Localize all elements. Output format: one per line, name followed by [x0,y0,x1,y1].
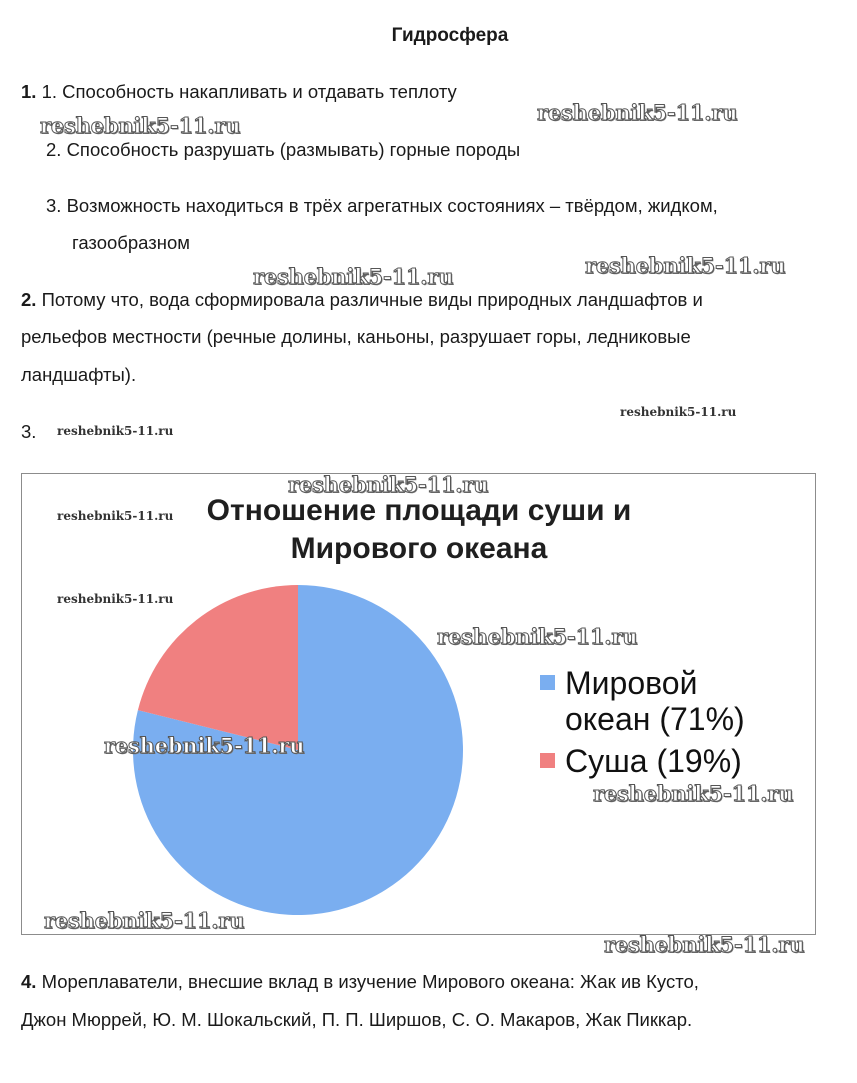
q2-text-3: ландшафты). [21,364,137,385]
q1-item-2: 2. Способность разрушать (размывать) горные породы [46,139,521,160]
q1-number: 1. [21,81,37,102]
q4-text-2: Джон Мюррей, Ю. М. Шокальский, П. П. Ширшов, С. О. Макаров, Жак Пиккар. [21,1009,693,1030]
watermark: reshebnik5-11.ru [585,253,786,278]
chart-title-line-2: Мирового океана [290,532,548,565]
q4-line-1 [21,970,699,994]
watermark: reshebnik5-11.ru [604,932,805,957]
legend-label-ocean-line-2: океан (71%) [565,701,745,737]
watermark: reshebnik5-11.ru [44,908,245,933]
q4-text-1: Мореплаватели, внесшие вклад в изучение Мирового океана: Жак ив Кусто, [41,971,699,992]
legend-swatch-land [540,753,555,768]
watermark: reshebnik5-11.ru [40,113,241,138]
q2-text-1: Потому что, вода сформировала различные виды природных ландшафтов и [41,289,703,310]
watermark: reshebnik5-11.ru [104,733,305,758]
q1-item-3: 3. Возможность находиться в трёх агрегатных состояниях – твёрдом, жидком, [46,195,718,216]
q1-item-1: 1. Способность накапливать и отдавать теплоту [41,81,457,102]
watermark: reshebnik5-11.ru [620,405,737,419]
watermark: reshebnik5-11.ru [57,424,174,438]
watermark: reshebnik5-11.ru [57,592,174,606]
watermark: reshebnik5-11.ru [288,472,489,497]
legend-label-land: Суша (19%) [565,743,742,779]
watermark: reshebnik5-11.ru [57,509,174,523]
q1-item-3-cont: газообразном [72,232,190,253]
legend-swatch-ocean [540,675,555,690]
legend-label-ocean [565,665,745,737]
watermark: reshebnik5-11.ru [537,100,738,125]
watermark: reshebnik5-11.ru [593,781,794,806]
legend-label-ocean-line-1: Мировой [565,665,698,701]
page-title: Гидросфера [391,25,509,46]
q4-number: 4. [21,971,37,992]
q2-number: 2. [21,289,37,310]
q2-text-2: рельефов местности (речные долины, каньоны, разрушает горы, ледниковые [21,326,691,347]
watermark: reshebnik5-11.ru [437,624,638,649]
watermark: reshebnik5-11.ru [253,264,454,289]
chart-title-line-1: Отношение площади суши и [206,494,632,527]
q3-number: 3. [21,421,37,442]
